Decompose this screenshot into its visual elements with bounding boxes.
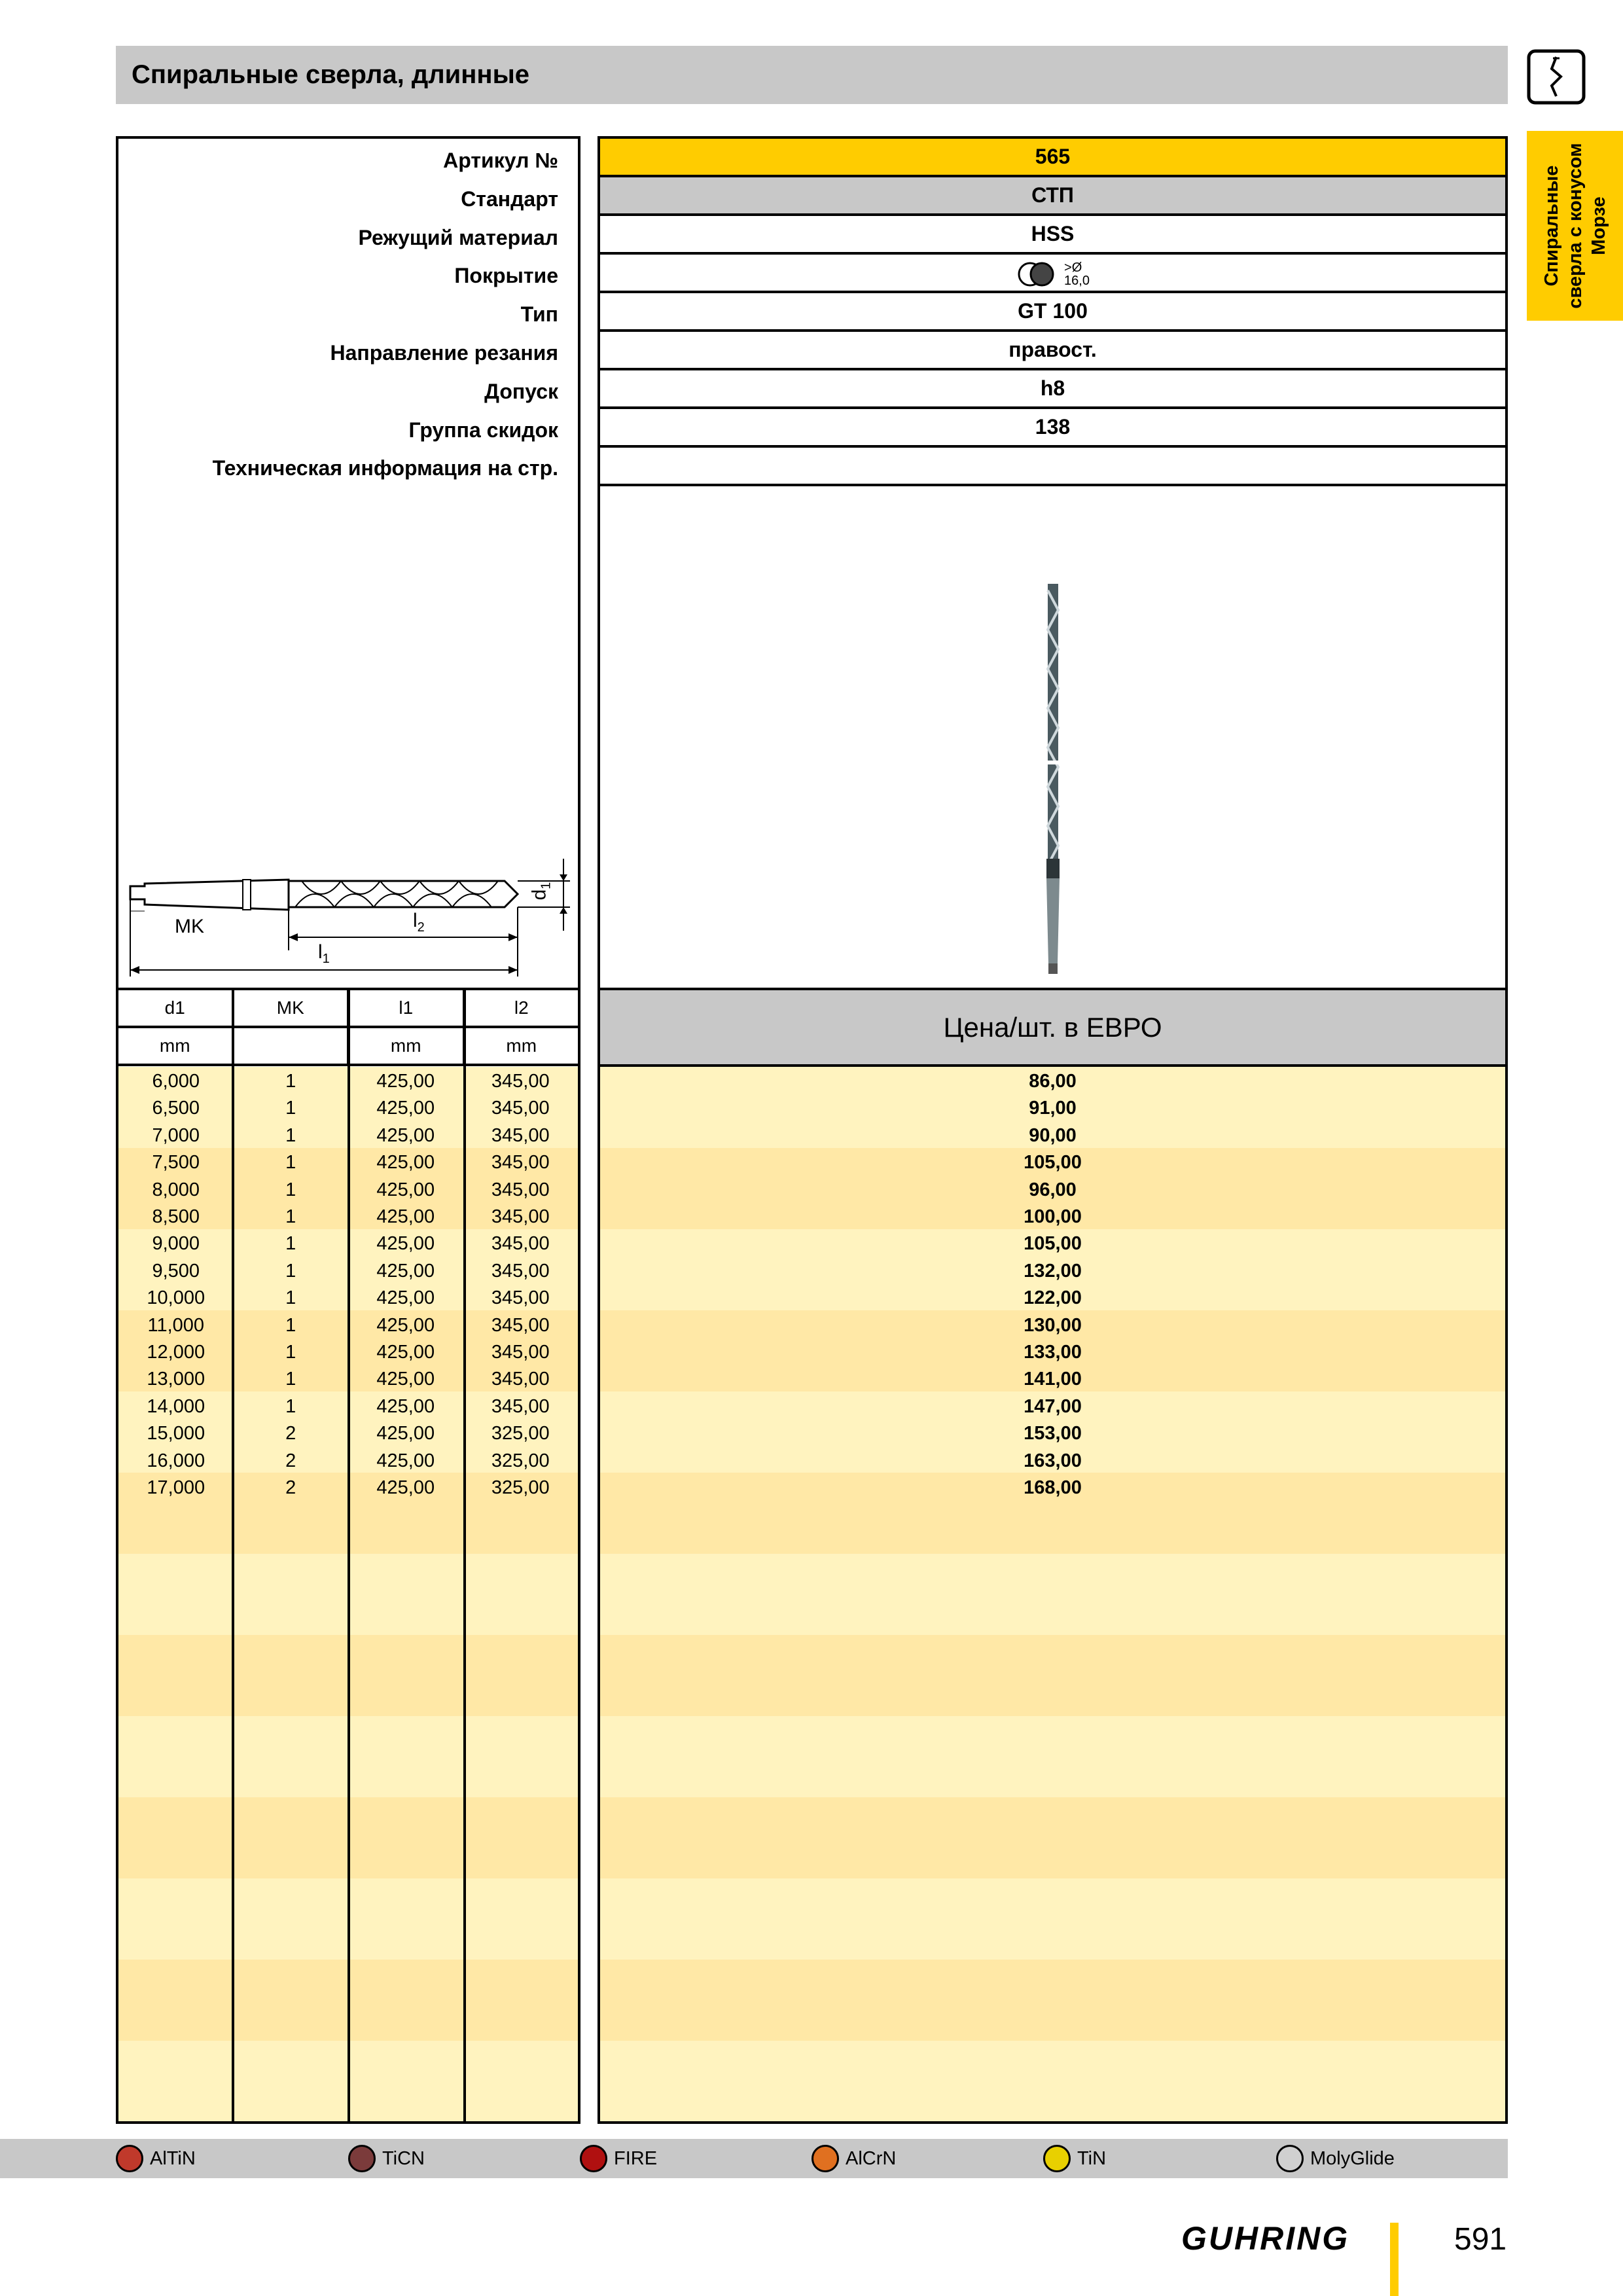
row-band <box>600 1554 1505 1635</box>
price-cell: 91,00 <box>1029 1098 1077 1119</box>
cell-l2: 345,00 <box>491 1152 550 1174</box>
cell-mk: 1 <box>285 1233 296 1255</box>
cell-l1: 425,00 <box>376 1369 435 1390</box>
cell-d1: 8,500 <box>152 1206 200 1227</box>
cell-d1: 7,000 <box>152 1124 200 1146</box>
legend-label: FIRE <box>614 2147 658 2169</box>
coating-note: >Ø 16,0 <box>1064 260 1090 288</box>
spec-label: Группа скидок <box>408 418 558 442</box>
column-header: MK <box>234 990 350 1026</box>
coating-badge-icon <box>348 2145 376 2172</box>
spec-label: Техническая информация на стр. <box>212 456 558 480</box>
page-number: 591 <box>1454 2222 1507 2257</box>
cell-l1: 425,00 <box>376 1206 435 1227</box>
price-cell: 122,00 <box>1024 1287 1082 1309</box>
legend-item <box>812 2139 896 2178</box>
cell-l1: 425,00 <box>376 1342 435 1363</box>
cell-mk: 1 <box>285 1124 296 1146</box>
side-tab-label: Спиральные сверла с конусом Морзе <box>1541 143 1609 309</box>
cell-l1: 425,00 <box>376 1098 435 1119</box>
cell-l2: 325,00 <box>491 1450 550 1471</box>
price-cell: 105,00 <box>1024 1233 1082 1255</box>
price-cell: 96,00 <box>1029 1179 1077 1200</box>
legend-label: MolyGlide <box>1310 2147 1395 2169</box>
cell-d1: 9,500 <box>152 1260 200 1282</box>
price-cell: 168,00 <box>1024 1477 1082 1498</box>
cell-l1: 425,00 <box>376 1179 435 1200</box>
spec-label: Режущий материал <box>358 225 558 249</box>
cell-mk: 1 <box>285 1179 296 1200</box>
cell-mk: 1 <box>285 1206 296 1227</box>
price-cell: 153,00 <box>1024 1423 1082 1444</box>
cell-l2: 345,00 <box>491 1369 550 1390</box>
spec-value: правост. <box>600 332 1505 370</box>
spec-value: HSS <box>600 216 1505 255</box>
row-band <box>600 1797 1505 1878</box>
spec-label: Направление резания <box>330 341 558 365</box>
spec-value: h8 <box>600 370 1505 409</box>
cell-mk: 1 <box>285 1369 296 1390</box>
spec-value: СТП <box>600 177 1505 216</box>
cell-d1: 12,000 <box>147 1342 205 1363</box>
cell-l2: 325,00 <box>491 1423 550 1444</box>
coating-badge-icon <box>1043 2145 1071 2172</box>
column-unit: mm <box>118 1028 234 1064</box>
cell-d1: 9,000 <box>152 1233 200 1255</box>
brand-logo: GUHRING <box>1181 2220 1350 2257</box>
cell-d1: 15,000 <box>147 1423 205 1444</box>
cell-mk: 1 <box>285 1098 296 1119</box>
cell-l2: 345,00 <box>491 1179 550 1200</box>
column-unit: mm <box>506 1035 537 1056</box>
category-side-tab[interactable] <box>1527 131 1623 321</box>
cell-l2: 345,00 <box>491 1098 550 1119</box>
price-cell: 90,00 <box>1029 1124 1077 1146</box>
cell-mk: 1 <box>285 1152 296 1174</box>
row-band <box>600 1878 1505 1960</box>
spec-value: 565 <box>600 139 1505 177</box>
spec-value: 138 <box>600 409 1505 448</box>
price-cell: 147,00 <box>1024 1395 1082 1417</box>
diagram-label-l1: $l_1$ <box>318 941 330 966</box>
cell-mk: 1 <box>285 1342 296 1363</box>
cell-l1: 425,00 <box>376 1395 435 1417</box>
column-header: l2 <box>514 997 529 1018</box>
spec-values-panel <box>597 136 1508 990</box>
spec-label: Стандарт <box>461 187 558 211</box>
spec-label: Артикул № <box>443 149 558 172</box>
cell-l2: 345,00 <box>491 1395 550 1417</box>
column-unit: mm <box>349 1028 465 1064</box>
legend-item <box>1043 2139 1106 2178</box>
drill-category-icon <box>1527 49 1586 105</box>
cell-l1: 425,00 <box>376 1233 435 1255</box>
cell-mk: 1 <box>285 1260 296 1282</box>
cell-mk: 1 <box>285 1287 296 1309</box>
cell-l2: 345,00 <box>491 1124 550 1146</box>
legend-item <box>116 2139 196 2178</box>
brand-divider <box>1390 2223 1399 2296</box>
coating-badge-icon <box>1276 2145 1304 2172</box>
coating-badge-icon <box>116 2145 143 2172</box>
coating-badge-icon <box>812 2145 839 2172</box>
legend-item <box>1276 2139 1395 2178</box>
cell-l2: 325,00 <box>491 1477 550 1498</box>
legend-item <box>580 2139 657 2178</box>
column-header: l1 <box>349 990 465 1026</box>
cell-l2: 345,00 <box>491 1206 550 1227</box>
legend-item <box>348 2139 425 2178</box>
legend-label: AlCrN <box>846 2147 897 2169</box>
coating-legend <box>0 2139 1508 2178</box>
price-cell: 163,00 <box>1024 1450 1082 1471</box>
cell-l1: 425,00 <box>376 1423 435 1444</box>
cell-mk: 2 <box>285 1423 296 1444</box>
cell-l2: 345,00 <box>491 1287 550 1309</box>
cell-l1: 425,00 <box>376 1124 435 1146</box>
legend-label: AlTiN <box>150 2147 196 2169</box>
price-cell: 105,00 <box>1024 1152 1082 1174</box>
cell-mk: 1 <box>285 1314 296 1336</box>
cell-l1: 425,00 <box>376 1477 435 1498</box>
price-header: Цена/шт. в ЕВРО <box>600 990 1505 1067</box>
legend-label: TiCN <box>382 2147 425 2169</box>
diagram-label-l2: $l_2$ <box>413 910 425 935</box>
cell-l2: 345,00 <box>491 1233 550 1255</box>
cell-l2: 345,00 <box>491 1342 550 1363</box>
dimensions-table <box>116 990 580 2124</box>
spec-labels-panel <box>116 136 580 990</box>
cell-d1: 11,000 <box>147 1314 205 1336</box>
cell-l2: 345,00 <box>491 1260 550 1282</box>
price-cell: 100,00 <box>1024 1206 1082 1227</box>
cell-l2: 345,00 <box>491 1071 550 1092</box>
spec-value <box>600 255 1505 293</box>
price-cell: 130,00 <box>1024 1314 1082 1336</box>
column-unit <box>234 1028 350 1064</box>
cell-d1: 10,000 <box>147 1287 205 1309</box>
cell-l2: 345,00 <box>491 1314 550 1336</box>
cell-mk: 2 <box>285 1450 296 1471</box>
price-table <box>597 990 1508 2124</box>
price-cell: 133,00 <box>1024 1342 1082 1363</box>
cell-d1: 14,000 <box>147 1395 205 1417</box>
column-header: d1 <box>118 990 234 1026</box>
coating-badge-icon <box>580 2145 607 2172</box>
diagram-label-d1: $d_1$ <box>528 882 554 901</box>
row-band <box>600 2041 1505 2121</box>
spec-value: GT 100 <box>600 293 1505 332</box>
cell-d1: 16,000 <box>147 1450 205 1471</box>
row-band <box>600 1716 1505 1797</box>
price-cell: 132,00 <box>1024 1260 1082 1282</box>
spec-label: Допуск <box>484 379 558 403</box>
page-title: Спиральные сверла, длинные <box>116 46 1508 104</box>
spec-label: Тип <box>520 302 558 327</box>
diagram-label-mk: MK <box>175 916 204 937</box>
cell-d1: 17,000 <box>147 1477 205 1498</box>
price-cell: 141,00 <box>1024 1369 1082 1390</box>
cell-l1: 425,00 <box>376 1287 435 1309</box>
cell-d1: 7,500 <box>152 1152 200 1174</box>
row-band <box>600 1960 1505 2041</box>
cell-mk: 1 <box>285 1071 296 1092</box>
price-cell: 86,00 <box>1029 1071 1077 1092</box>
cell-mk: 2 <box>285 1477 296 1498</box>
row-band <box>600 1635 1505 1716</box>
spec-label: Покрытие <box>454 264 558 288</box>
cell-l1: 425,00 <box>376 1450 435 1471</box>
cell-l1: 425,00 <box>376 1260 435 1282</box>
legend-label: TiN <box>1077 2147 1107 2169</box>
spec-value <box>600 448 1505 486</box>
cell-d1: 13,000 <box>147 1369 205 1390</box>
cell-mk: 1 <box>285 1395 296 1417</box>
cell-d1: 6,500 <box>152 1098 200 1119</box>
coating-icon <box>1016 260 1061 289</box>
cell-l1: 425,00 <box>376 1314 435 1336</box>
cell-d1: 8,000 <box>152 1179 200 1200</box>
cell-d1: 6,000 <box>152 1071 200 1092</box>
drill-product-image <box>1040 584 1066 977</box>
cell-l1: 425,00 <box>376 1152 435 1174</box>
cell-l1: 425,00 <box>376 1071 435 1092</box>
